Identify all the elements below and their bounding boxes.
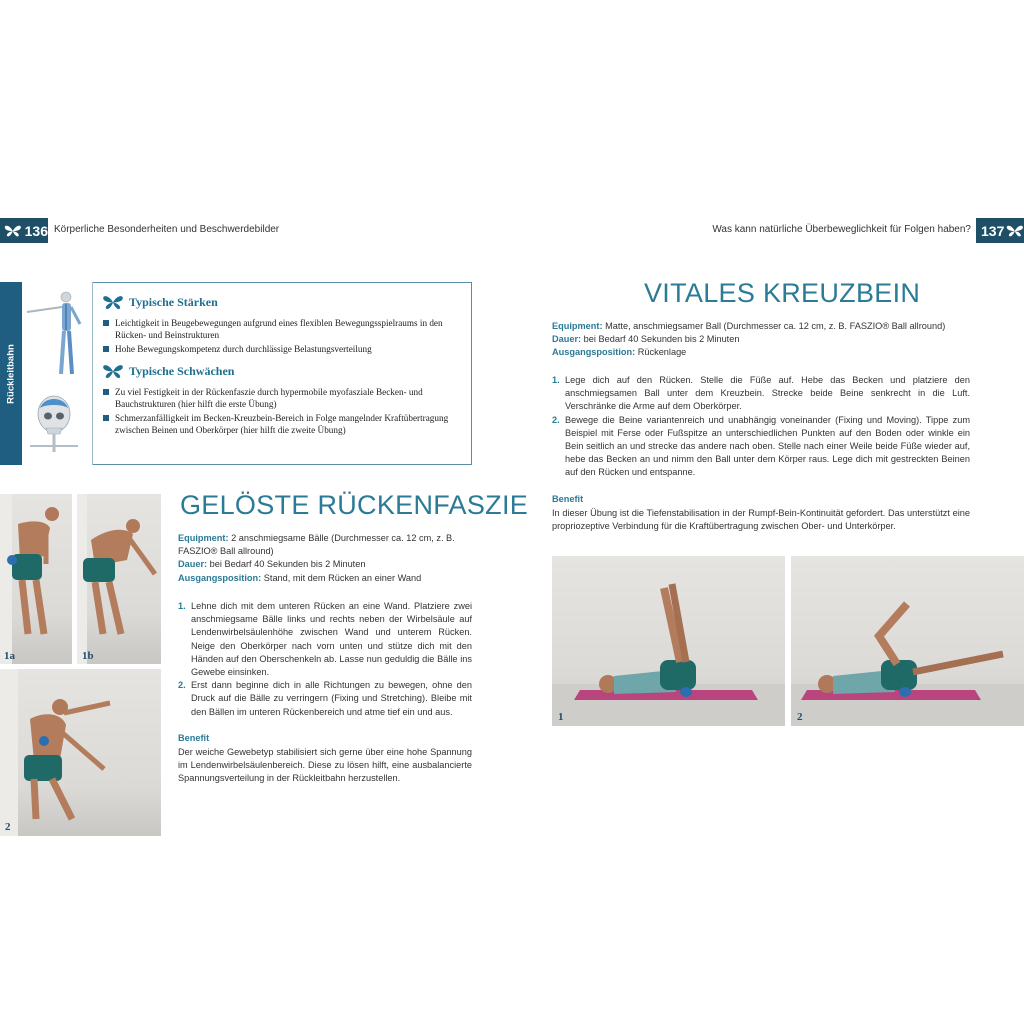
photo-label-2-right: 2	[797, 711, 803, 723]
chapter-sidebar	[0, 282, 22, 465]
list-item: Schmerzanfälligkeit im Becken-Kreuzbein-Bereich in Folge mangelnder Kraftübertragung zwischen Beinen und Oberkörper (hier hilft die zweite Übung)	[103, 412, 465, 437]
start-position-line: Ausgangsposition: Rückenlage	[552, 347, 687, 358]
page-number-box-left	[0, 218, 48, 243]
page-number-left: 136	[24, 222, 48, 239]
list-item: Hohe Bewegungskompetenz durch durchlässige Belastungsverteilung	[103, 343, 465, 355]
list-item: Zu viel Festigkeit in der Rückenfaszie durch hypermobile myofasziale Becken- und Bauchstrukturen (hier hilft die erste Übung)	[103, 386, 465, 411]
butterfly-icon	[4, 224, 22, 238]
photo-1a	[0, 494, 72, 664]
photo-label-1a: 1a	[4, 650, 15, 662]
page-header-right: Was kann natürliche Überbeweglichkeit für Folgen haben?	[712, 224, 971, 235]
weaknesses-heading-text: Typische Schwächen	[129, 364, 235, 378]
photo-label-2-left: 2	[5, 821, 11, 833]
exercise-steps-right	[552, 374, 970, 480]
strengths-heading	[102, 295, 218, 310]
weaknesses-heading	[102, 364, 234, 379]
benefit-text-left: Der weiche Gewebetyp stabilisiert sich gerne über eine hohe Spannung im Lendenwirbelsäulenbereich. Diese zu lösen hilft, eine ausbalancierte Spannungsverteilung in der Rückleitbahn herzustellen.	[178, 747, 472, 784]
benefit-text-right: In dieser Übung ist die Tiefenstabilisation in der Rumpf-Bein-Kontinuität gefordert. Das unterstützt eine propriozeptive Verbindung für die Kraftübertragung zwischen Ober- und Unterkörper.	[552, 508, 970, 532]
person-bending-figure-icon	[77, 494, 161, 664]
benefit-heading-left: Benefit	[178, 733, 210, 743]
photo-label-1-right: 1	[558, 711, 564, 723]
person-side-stretch-figure-icon	[0, 669, 161, 836]
start-position-line: Ausgangsposition: Stand, mit dem Rücken an einer Wand	[178, 572, 422, 583]
exercise-steps-left	[178, 600, 472, 719]
butterfly-icon	[102, 295, 124, 310]
skull-illustration-icon	[22, 390, 93, 460]
duration-line: Dauer: bei Bedarf 40 Sekunden bis 2 Minuten	[178, 559, 366, 570]
weaknesses-list	[103, 386, 465, 437]
exercise-meta-left	[178, 532, 472, 585]
butterfly-icon	[102, 364, 124, 379]
photo-2-right	[791, 556, 1024, 726]
photo-1b	[77, 494, 161, 664]
equipment-line: Equipment: 2 anschmiegsame Bälle (Durchmesser ca. 12 cm, z. B. FASZIO® Ball allround)	[178, 533, 455, 557]
photo-2-left	[0, 669, 161, 836]
exercise-meta-right	[552, 320, 972, 360]
person-lying-legs-up-figure-icon	[552, 556, 785, 726]
photo-label-1b: 1b	[82, 650, 94, 662]
step-item: 2. Bewege die Beine variantenreich und unabhängig voneinander (Fixing und Moving). Tippe zum Beispiel mit Ferse oder Fußspitze an unterschiedlichen Punkten auf den Boden oder winkle ein Bein seitlich an und strecke das andere nach oben. Stelle nach einer Weile beide Füße wieder auf, hebe das Becken an und nimm den Ball unter dem Körper raus. Lege dich mit gestreckten Beinen auf den Rücken und entspanne.	[552, 414, 970, 478]
duration-line: Dauer: bei Bedarf 40 Sekunden bis 2 Minuten	[552, 334, 740, 345]
butterfly-icon	[1006, 224, 1024, 238]
equipment-line: Equipment: Matte, anschmiegsamer Ball (Durchmesser ca. 12 cm, z. B. FASZIO® Ball allround)	[552, 321, 946, 331]
person-lying-leg-bent-figure-icon	[791, 556, 1024, 726]
page-number-box-right	[976, 218, 1024, 243]
exercise-title-left: GELÖSTE RÜCKENFASZIE	[180, 490, 529, 520]
step-item: 1. Lehne dich mit dem unteren Rücken an eine Wand. Platziere zwei anschmiegsame Bälle links und rechts neben der Wirbelsäule auf Lendenwirbelsäulenhöhe zwischen Wand und unterem Rücken. Neige den Oberkörper nach vorn unten und stütze dich mit den Händen auf den Oberschenkeln ab. Lasse nun geduldig die Bälle ins Gewebe einsinken.	[178, 601, 472, 678]
step-item: 2. Erst dann beginne dich in alle Richtungen zu bewegen, ohne den Druck auf die Bälle zu verringern (Fixing und Stretching). Bleibe mit den Bällen im unteren Rückenbereich und atme tief ein und aus.	[178, 680, 472, 717]
photo-1-right	[552, 556, 785, 726]
benefit-heading-right: Benefit	[552, 494, 584, 504]
person-leaning-figure-icon	[0, 494, 72, 664]
page-header-left: Körperliche Besonderheiten und Beschwerdebilder	[54, 224, 280, 235]
step-item: 1. Lege dich auf den Rücken. Stelle die Füße auf. Hebe das Becken und platziere den anschmiegsamen Ball unter dem Kreuzbein. Strecke beide Beine senkrecht in die Luft. Verschränke die Arme auf dem Oberkörper.	[552, 375, 970, 412]
page-number-right: 137	[981, 222, 1005, 239]
skeleton-figure-icon	[22, 288, 93, 378]
strengths-list	[103, 317, 465, 356]
sidebar-label: Rückleitbahn	[5, 343, 17, 404]
exercise-title-right: VITALES KREUZBEIN	[644, 278, 921, 308]
list-item: Leichtigkeit in Beugebewegungen aufgrund eines flexiblen Bewegungsspielraums in den Rücken- und Beinstrukturen	[103, 317, 465, 342]
strengths-heading-text: Typische Stärken	[129, 295, 218, 309]
anatomy-illustration	[22, 282, 93, 465]
